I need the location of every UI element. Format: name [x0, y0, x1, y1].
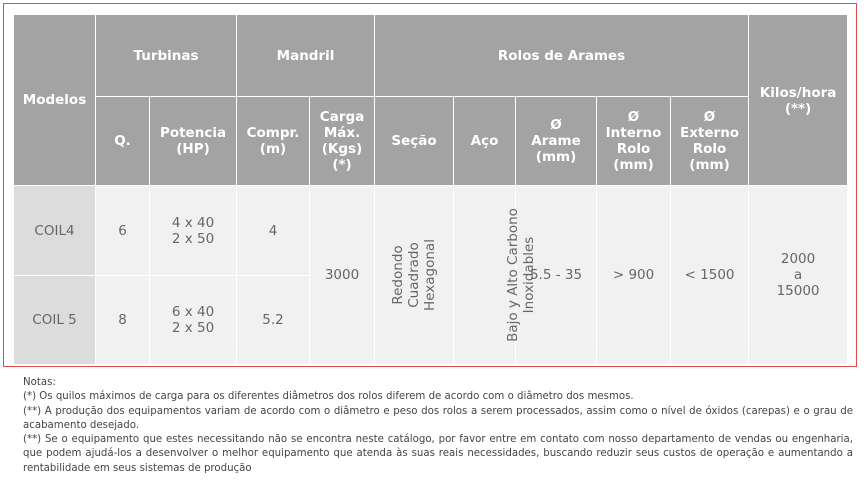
q-cell: 8	[96, 276, 150, 365]
header-row-main	[14, 15, 848, 97]
header-row-sub	[14, 97, 848, 186]
model-cell: COIL4	[14, 186, 96, 276]
header-diametro-arame	[516, 97, 597, 186]
aco-cell	[454, 186, 537, 365]
header-q: Q.	[96, 97, 150, 186]
header-rolos-de-arames: Rolos de Arames	[375, 15, 749, 97]
header-externo-line4: (mm)	[689, 157, 730, 173]
notes-title: Notas:	[23, 377, 56, 388]
header-potencia	[150, 97, 237, 186]
header-kilos-hora	[749, 15, 848, 186]
notes-section	[23, 376, 853, 476]
header-carga-line4: (*)	[332, 157, 352, 173]
potencia-line1: 6 x 40	[171, 304, 215, 320]
header-interno-line1: Ø	[627, 109, 640, 125]
header-kilos-line2: (**)	[784, 101, 812, 117]
potencia-cell	[150, 186, 237, 276]
aco-line1: Bajo y Alto Carbono	[504, 208, 521, 342]
header-secao: Seção	[375, 97, 454, 186]
header-arame-line3: (mm)	[535, 149, 577, 165]
aco-vertical-text	[505, 208, 537, 342]
header-potencia-line1: Potencia	[159, 125, 227, 141]
note-2: (**) A produção dos equipamentos variam de acordo com o diâmetro e peso dos rolos a serem processados, assim como o nível de óxidos (carepas) e o grau de acabamento desejado.	[23, 405, 853, 431]
header-carga-line1: Carga	[319, 109, 365, 125]
header-carga-line3: (Kgs)	[321, 141, 363, 157]
header-interno-line2: Interno	[605, 125, 662, 141]
header-carga-max	[310, 97, 375, 186]
aco-line2: Inoxidables	[520, 236, 537, 314]
note-3: (**) Se o equipamento que estes necessitando não se encontra neste catálogo, por favor entre em contato com nosso departamento de vendas ou engenharia, que podem ajudá-los a desenvolver o melhor equipamento que atenda às suas reais necessidades, buscando reduzir seus custos de operação e aumentando a rentabilidade em seus sistemas de produção	[23, 434, 853, 474]
note-1: (*) Os quilos máximos de carga para os diferentes diâmetros dos rolos diferem de acordo com o diâmetro dos mesmos.	[23, 391, 634, 403]
header-mandril: Mandril	[237, 15, 375, 97]
header-aco: Aço	[454, 97, 516, 186]
secao-line1: Redondo	[390, 245, 407, 305]
header-externo-line1: Ø	[703, 109, 716, 125]
kilos-line2: a	[793, 267, 803, 283]
q-cell: 6	[96, 186, 150, 276]
potencia-line2: 2 x 50	[171, 230, 215, 247]
kilos-line1: 2000	[780, 251, 816, 267]
header-externo-line3: Rolo	[692, 141, 727, 157]
secao-vertical-text	[390, 239, 438, 311]
header-arame-line1: Ø	[550, 117, 562, 133]
header-kilos-line1: Kilos/hora	[759, 85, 837, 101]
header-interno-line4: (mm)	[613, 157, 654, 173]
table-row	[14, 186, 848, 276]
header-compr	[237, 97, 310, 186]
interno-cell: > 900	[597, 186, 671, 365]
header-modelos: Modelos	[14, 15, 96, 186]
header-interno-line3: Rolo	[616, 141, 651, 157]
header-compr-line2: (m)	[259, 141, 287, 157]
header-diametro-interno	[597, 97, 671, 186]
header-externo-line2: Externo	[680, 125, 740, 141]
secao-cell	[375, 186, 454, 365]
potencia-cell	[150, 276, 237, 365]
kilos-cell	[749, 186, 848, 365]
specs-table	[13, 14, 848, 365]
header-turbinas: Turbinas	[96, 15, 237, 97]
compr-cell: 5.2	[237, 276, 310, 365]
header-arame-line2: Arame	[531, 133, 581, 149]
secao-line2: Cuadrado	[406, 242, 423, 308]
header-compr-line1: Compr.	[246, 125, 300, 141]
header-potencia-line2: (HP)	[176, 141, 210, 157]
externo-cell: < 1500	[671, 186, 749, 365]
header-diametro-externo	[671, 97, 749, 186]
model-cell: COIL 5	[14, 276, 96, 365]
header-carga-line2: Máx.	[323, 125, 361, 141]
compr-cell: 4	[237, 186, 310, 276]
secao-line3: Hexagonal	[422, 239, 439, 311]
arame-cell: 5.5 - 35	[516, 186, 597, 365]
carga-cell: 3000	[310, 186, 375, 365]
potencia-line1: 4 x 40	[171, 214, 215, 231]
kilos-line3: 15000	[776, 283, 820, 299]
potencia-line2: 2 x 50	[171, 320, 215, 336]
